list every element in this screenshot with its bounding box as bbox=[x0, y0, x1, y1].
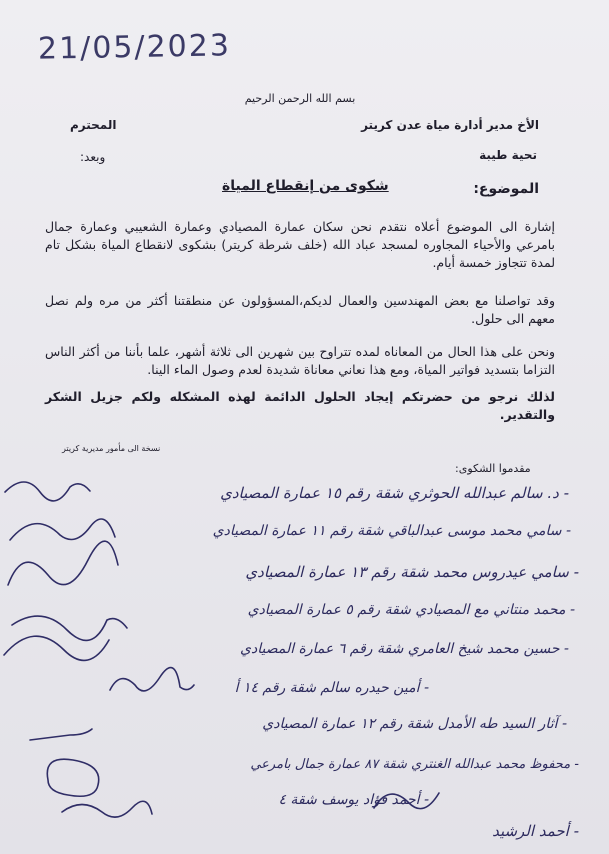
handwritten-entry: - سامي محمد موسى عبدالباقي شقة رقم ١١ عمارة المصيادي bbox=[212, 523, 571, 539]
subject-text: شكوى من إنقطاع المياة bbox=[222, 178, 389, 194]
handwritten-entry: - حسين محمد شيخ العامري شقة رقم ٦ عمارة المصيادي bbox=[240, 641, 569, 657]
handwritten-entry: - أحمد فؤاد يوسف شقة ٤ bbox=[278, 792, 429, 808]
signature-8 bbox=[47, 759, 98, 796]
handwritten-entry: - أمين حيدره سالم شقة رقم ١٤ أ bbox=[234, 680, 429, 696]
body-paragraph: إشارة الى الموضوع أعلاه نتقدم نحن سكان عمارة المصيادي وعمارة الشعيبي وعمارة جمال بامرعي والأحياء المجاوره لمسجد عباد الله (خلف شرطة كريتر) بشكوى لانقطاع المياة بشكل تام لمدة تتجاوز خمسة أيام. bbox=[45, 219, 555, 270]
signature-7 bbox=[30, 729, 92, 740]
signature-9 bbox=[62, 801, 152, 817]
basmala: بسم الله الرحمن الرحيم bbox=[244, 92, 356, 105]
handwritten-entry: - أحمد الرشيد bbox=[492, 822, 579, 840]
signature-3 bbox=[8, 541, 118, 585]
handwritten-entry: - سامي عيدروس محمد شقة رقم ١٣ عمارة المصيادي bbox=[245, 563, 579, 581]
signature-2 bbox=[10, 519, 115, 540]
signature-6 bbox=[110, 668, 194, 691]
after-greeting: وبعد: bbox=[80, 150, 106, 164]
handwritten-entry: - د. سالم عبدالله الحوثري شقة رقم ١٥ عمارة المصيادي bbox=[220, 484, 569, 502]
addressee: الأخ مدير أدارة مياة عدن كريتر bbox=[361, 118, 539, 132]
copy-to-note: نسخة الى مأمور مديرية كريتر bbox=[62, 444, 161, 453]
handwritten-entry: - محفوظ محمد عبدالله الغنتري شقة ٨٧ عمارة جمال بامرعي bbox=[250, 757, 579, 772]
signature-5 bbox=[4, 636, 109, 660]
handwritten-entry: - محمد منتاني مع المصيادي شقة رقم ٥ عمارة المصيادي bbox=[247, 602, 575, 618]
handwritten-entry: - آثار السيد طه الأمدل شقة رقم ١٢ عمارة المصيادي bbox=[262, 716, 567, 732]
greeting: تحية طيبة bbox=[479, 148, 537, 162]
complainants-label: مقدموا الشكوى: bbox=[455, 462, 531, 475]
subject-label: الموضوع: bbox=[473, 181, 539, 197]
handwritten-date: 21/05/2023 bbox=[37, 28, 232, 67]
signature-10 bbox=[374, 793, 439, 809]
signature-1 bbox=[5, 482, 90, 501]
honorific: المحترم bbox=[70, 118, 117, 132]
body-paragraph: ونحن على هذا الحال من المعاناه لمده تتراوح بين شهرين الى ثلاثة أشهر، علما بأننا من أكثر الناس التزاما بتسديد فواتير المياة، ومع هذا نعاني معاناة شديدة لعدم وصول الماء الينا. bbox=[45, 344, 555, 377]
closing-paragraph: لذلك نرجو من حضرتكم إيجاد الحلول الدائمة لهذه المشكله ولكم جزيل الشكر والتقدير. bbox=[45, 389, 555, 422]
body-paragraph: وقد تواصلنا مع بعض المهندسين والعمال لديكم،المسؤولون عن منطقتنا أكثر من مره ولم نصل معهم الى حلول. bbox=[45, 293, 555, 326]
